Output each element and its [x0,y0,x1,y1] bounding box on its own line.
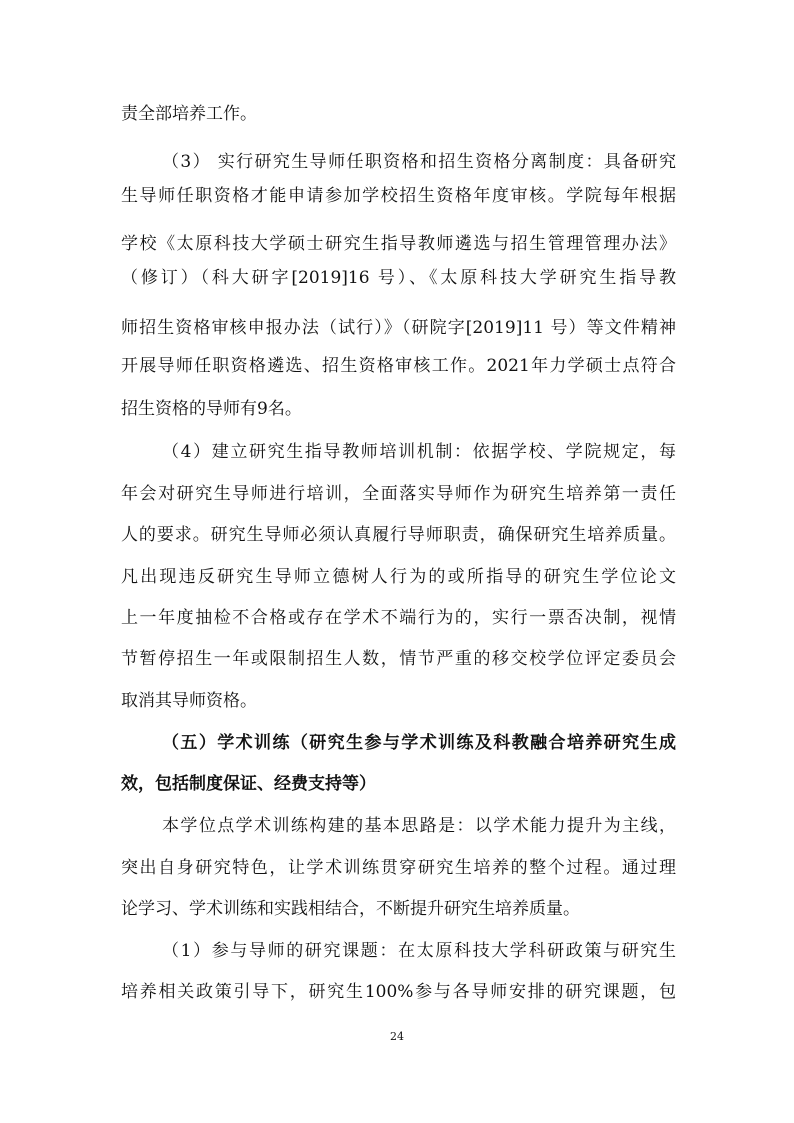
page-number: 24 [390,1030,404,1043]
paragraph-line: 本学位点学术训练构建的基本思路是：以学术能力提升为主线， [162,816,676,836]
paragraph-line: 突出自身研究特色，让学术训练贯穿研究生培养的整个过程。通过理 [121,858,676,878]
paragraph-line: 开展导师任职资格遴选、招生资格审核工作。2021年力学硕士点符合 [121,356,676,376]
paragraph-line: 人的要求。研究生导师必须认真履行导师职责，确保研究生培养质量。 [121,525,676,545]
paragraph-line: （修订）（科大研字[2019]16 号）、《太原科技大学研究生指导教 [121,268,676,288]
paragraph-line: 培养相关政策引导下，研究生100%参与各导师安排的研究课题，包 [121,982,676,1002]
paragraph-line: 责全部培养工作。 [121,104,257,124]
paragraph-line: 学校《太原科技大学硕士研究生指导教师遴选与招生管理管理办法》 [121,234,676,254]
paragraph-line: （3） 实行研究生导师任职资格和招生资格分离制度：具备研究 [162,152,676,172]
paragraph-line: 取消其导师资格。 [121,691,257,711]
paragraph-line: 上一年度抽检不合格或存在学术不端行为的，实行一票否决制，视情 [121,608,676,628]
paragraph-line: 凡出现违反研究生导师立德树人行为的或所指导的研究生学位论文 [121,567,676,587]
paragraph-line: （1）参与导师的研究课题：在太原科技大学科研政策与研究生 [162,941,676,961]
paragraph-line: 年会对研究生导师进行培训，全面落实导师作为研究生培养第一责任 [121,484,676,504]
paragraph-line: 师招生资格审核申报办法（试行）》（研院字[2019]11 号）等文件精神 [121,318,676,338]
section-heading-line: （五）学术训练（研究生参与学术训练及科教融合培养研究生成 [162,733,676,753]
paragraph-line: （4）建立研究生指导教师培训机制：依据学校、学院规定，每 [162,442,676,462]
paragraph-line: 招生资格的导师有9名。 [121,399,302,419]
paragraph-line: 节暂停招生一年或限制招生人数，情节严重的移交校学位评定委员会 [121,649,676,669]
section-heading-line: 效，包括制度保证、经费支持等） [121,774,376,794]
paragraph-line: 论学习、学术训练和实践相结合，不断提升研究生培养质量。 [121,899,580,919]
paragraph-line: 生导师任职资格才能申请参加学校招生资格年度审核。学院每年根据 [121,186,676,206]
